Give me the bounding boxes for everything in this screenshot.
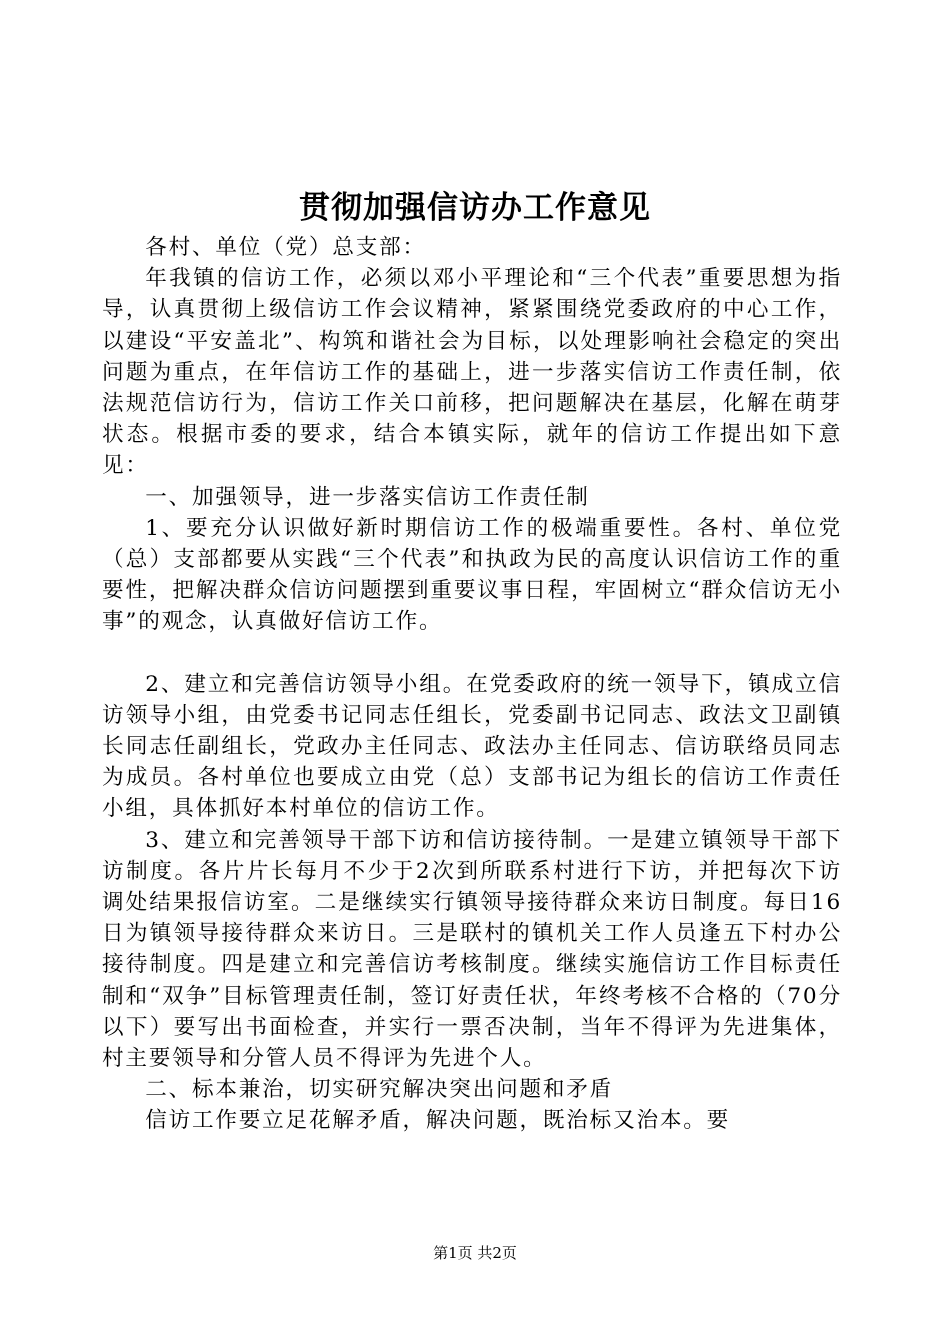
paragraph-item-3: 3、建立和完善领导干部下访和信访接待制。一是建立镇领导干部下访制度。各片片长每月不少于2次到所联系村进行下访，并把每次下访调处结果报信访室。二是继续实行镇领导接待群众来访日制度。每日16日为镇领导接待群众来访日。三是联村的镇机关工作人员逢五下村办公接待制度。四是建立和完善信访考核制度。继续实施信访工作目标责任制和“双争”目标管理责任制，签订好责任状，年终考核不合格的（70分以下）要写出书面检查，并实行一票否决制，当年不得评为先进集体，村主要领导和分管人员不得评为先进个人。 <box>102 827 842 1072</box>
document-title: 贯彻加强信访办工作意见 <box>299 190 651 226</box>
paragraph-item-1: 1、要充分认识做好新时期信访工作的极端重要性。各村、单位党（总）支部都要从实践“三个代表”和执政为民的高度认识信访工作的重要性，把解决群众信访问题摆到重要议事日程，牢固树立“群众信访无小事”的观念，认真做好信访工作。 <box>102 515 842 635</box>
salutation: 各村、单位（党）总支部： <box>145 235 426 260</box>
paragraph-intro: 年我镇的信访工作，必须以邓小平理论和“三个代表”重要思想为指导，认真贯彻上级信访工作会议精神，紧紧围绕党委政府的中心工作，以建设“平安盖北”、构筑和谐社会为目标，以处理影响社会稳定的突出问题为重点，在年信访工作的基础上，进一步落实信访工作责任制，依法规范信访行为，信访工作关口前移，把问题解决在基层，化解在萌芽状态。根据市委的要求，结合本镇实际，就年的信访工作提出如下意见： <box>102 266 842 479</box>
paragraph-section-2: 信访工作要立足花解矛盾，解决问题，既治标又治本。要 <box>145 1108 731 1134</box>
section-heading-1: 一、加强领导，进一步落实信访工作责任制 <box>145 484 590 510</box>
paragraph-item-2: 2、建立和完善信访领导小组。在党委政府的统一领导下，镇成立信访领导小组，由党委书记同志任组长，党委副书记同志、政法文卫副镇长同志任副组长，党政办主任同志、政法办主任同志、信访联络员同志为成员。各村单位也要成立由党（总）支部书记为组长的信访工作责任小组，具体抓好本村单位的信访工作。 <box>102 671 842 822</box>
page-number-footer: 第1页 共2页 <box>433 1244 517 1262</box>
document-body <box>102 232 842 1137</box>
section-heading-2: 二、标本兼治，切实研究解决突出问题和矛盾 <box>145 1077 614 1103</box>
